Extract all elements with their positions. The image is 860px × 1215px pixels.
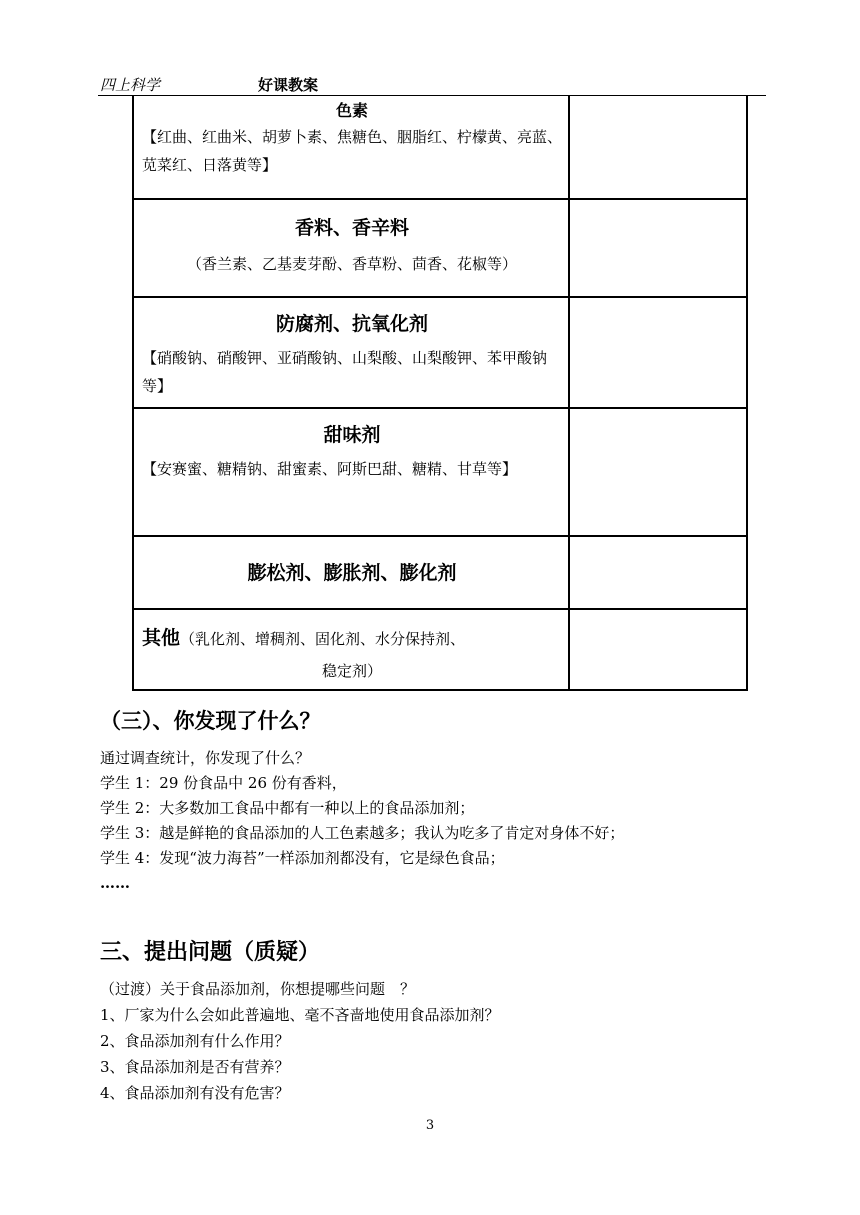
category-title: 香料、香辛料 — [294, 217, 409, 239]
student-answer: 学生 1：29 份食品中 26 份有香料， — [100, 774, 347, 792]
student-answer: 学生 3：越是鲜艳的食品添加的人工色素越多；我认为吃多了肯定对身体不好； — [100, 824, 625, 842]
category-examples: 【红曲、红曲米、胡萝卜素、焦糖色、胭脂红、柠檬黄、亮蓝、苋菜红、日落黄等】 — [142, 128, 563, 174]
category-examples: （乳化剂、增稠剂、固化剂、水分保持剂、 — [180, 630, 466, 648]
table-row — [133, 536, 747, 609]
table-row — [133, 609, 747, 690]
category-title: 防腐剂、抗氧化剂 — [275, 313, 428, 335]
answer-cell — [569, 609, 747, 690]
header-series: 好课教案 — [258, 76, 319, 94]
category-examples: 【安赛蜜、糖精钠、甜蜜素、阿斯巴甜、糖精、甘草等】 — [142, 460, 518, 478]
answer-cell — [569, 199, 747, 297]
answer-cell — [569, 408, 747, 536]
additives-table — [132, 95, 748, 691]
category-examples: 【硝酸钠、硝酸钾、亚硝酸钠、山梨酸、山梨酸钾、苯甲酸钠等】 — [142, 349, 548, 395]
findings-prompt: 通过调查统计，你发现了什么？ — [100, 749, 311, 767]
findings-heading: （三）、你发现了什么？ — [100, 709, 321, 733]
category-cell — [133, 95, 569, 199]
question-item: 2、食品添加剂有什么作用？ — [100, 1032, 290, 1050]
question-item: 1、厂家为什么会如此普遍地、毫不吝啬地使用食品添加剂？ — [100, 1006, 500, 1024]
table-row — [133, 297, 747, 408]
table-row — [133, 95, 747, 199]
category-cell — [133, 408, 569, 536]
ellipsis: …… — [100, 874, 130, 892]
questions-intro: （过渡）关于食品添加剂，你想提哪些问题 ？ — [100, 980, 416, 998]
category-examples-continued: 稳定剂） — [321, 662, 382, 680]
student-answer: 学生 2：大多数加工食品中都有一种以上的食品添加剂； — [100, 799, 475, 817]
category-cell — [133, 199, 569, 297]
page-header — [100, 74, 766, 94]
answer-cell — [569, 297, 747, 408]
category-title: 色素 — [335, 101, 368, 120]
category-cell — [133, 297, 569, 408]
answer-cell — [569, 95, 747, 199]
category-title: 膨松剂、膨胀剂、膨化剂 — [247, 562, 457, 584]
student-answer: 学生 4：发现“波力海苔”一样添加剂都没有，它是绿色食品； — [100, 849, 505, 867]
question-item: 4、食品添加剂有没有危害？ — [100, 1084, 290, 1102]
category-cell — [133, 609, 569, 690]
table-row — [133, 199, 747, 297]
question-item: 3、食品添加剂是否有营养？ — [100, 1058, 290, 1076]
category-title: 甜味剂 — [323, 424, 381, 446]
header-subject: 四上科学 — [100, 76, 161, 94]
category-examples: （香兰素、乙基麦芽酚、香草粉、茴香、花椒等） — [186, 255, 517, 273]
category-title: 其他 — [142, 627, 181, 649]
answer-cell — [569, 536, 747, 609]
category-cell — [133, 536, 569, 609]
questions-heading: 三、提出问题（质疑） — [100, 940, 321, 965]
page-number: 3 — [425, 1118, 435, 1133]
table-row — [133, 408, 747, 536]
